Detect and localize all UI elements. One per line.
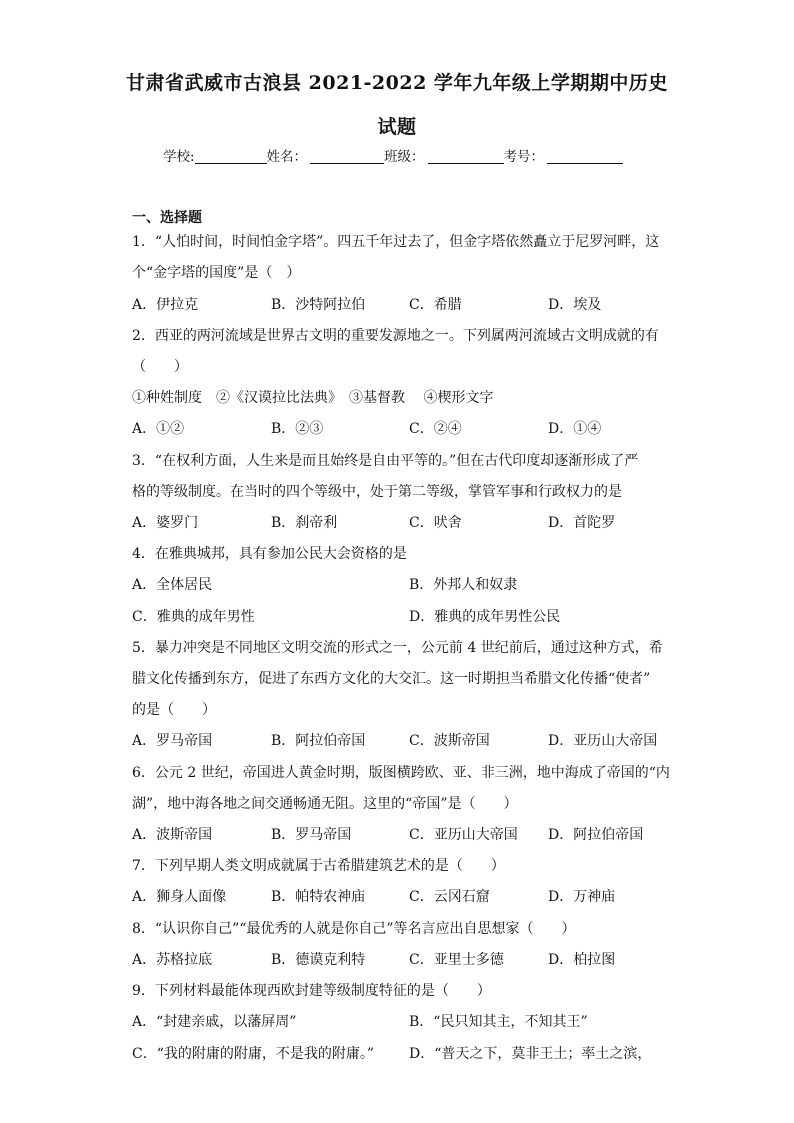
q6-option-c[interactable]: C．亚历山大帝国 <box>409 827 518 843</box>
q7-option-d[interactable]: D．万神庙 <box>548 889 616 905</box>
q1-line2: 个“金字塔的国度”是（ ） <box>132 265 301 281</box>
q2-option-c[interactable]: C．②④ <box>409 421 462 437</box>
school-label: 学校: <box>163 149 195 165</box>
q4-option-d[interactable]: D．雅典的成年男性公民 <box>409 609 561 625</box>
q5-option-a[interactable]: A．罗马帝国 <box>132 733 213 749</box>
q1-option-a[interactable]: A．伊拉克 <box>132 297 199 313</box>
q2-option-a[interactable]: A．①② <box>132 421 185 437</box>
class-blank[interactable] <box>428 149 504 164</box>
q3-line1: 3．“在权利方面，人生来是而且始终是自由平等的。”但在古代印度却逐渐形成了严 <box>132 453 639 469</box>
q6-option-a[interactable]: A．波斯帝国 <box>132 827 213 843</box>
q7-line1: 7．下列早期人类文明成就属于古希腊建筑艺术的是（ ） <box>132 858 505 874</box>
q3-line2: 格的等级制度。在当时的四个等级中，处于第二等级，掌管军事和行政权力的是 <box>132 484 622 500</box>
q2-option-b[interactable]: B．②③ <box>271 421 324 437</box>
exam-title-line2: 试题 <box>377 116 417 138</box>
number-blank[interactable] <box>547 149 623 164</box>
q5-option-c[interactable]: C．波斯帝国 <box>409 733 490 749</box>
q5-line1: 5．暴力冲突是不同地区文明交流的形式之一，公元前 4 世纪前后，通过这种方式，希 <box>132 640 663 656</box>
q8-option-c[interactable]: C．亚里士多德 <box>409 952 504 968</box>
q9-option-d[interactable]: D．“普天之下，莫非王土；率土之滨， <box>409 1046 652 1062</box>
class-label: 班级： <box>384 149 425 165</box>
q7-option-a[interactable]: A．狮身人面像 <box>132 889 227 905</box>
q1-option-b[interactable]: B．沙特阿拉伯 <box>271 297 366 313</box>
q6-option-d[interactable]: D．阿拉伯帝国 <box>548 827 644 843</box>
q3-option-a[interactable]: A．婆罗门 <box>132 515 199 531</box>
name-blank[interactable] <box>310 149 384 164</box>
q8-option-b[interactable]: B．德谟克利特 <box>271 952 366 968</box>
q4-option-a[interactable]: A．全体居民 <box>132 577 213 593</box>
section-heading: 一、选择题 <box>132 210 202 226</box>
q1-option-c[interactable]: C．希腊 <box>409 297 462 313</box>
q1-option-d[interactable]: D．埃及 <box>548 297 602 313</box>
q9-option-c[interactable]: C．“我的附庸的附庸，不是我的附庸。” <box>132 1046 375 1062</box>
q2-line2: （ ） <box>132 359 188 375</box>
q5-line2: 腊文化传播到东方，促进了东西方文化的大交汇。这一时期担当希腊文化传播“使者” <box>132 671 651 687</box>
q7-option-b[interactable]: B．帕特农神庙 <box>271 889 366 905</box>
number-label: 考号： <box>503 149 545 165</box>
q2-option-d[interactable]: D．①④ <box>548 421 602 437</box>
q2-line1: 2．西亚的两河流域是世界古文明的重要发源地之一。下列属两河流域古文明成就的有 <box>132 328 659 344</box>
q8-line1: 8．“认识你自己”“最优秀的人就是你自己”等名言应出自思想家（ ） <box>132 921 576 937</box>
q4-option-c[interactable]: C．雅典的成年男性 <box>132 609 255 625</box>
q6-line1: 6．公元 2 世纪，帝国进人黄金时期，版图横跨欧、亚、非三洲，地中海成了帝国的“内 <box>132 765 670 781</box>
q3-option-b[interactable]: B．刹帝利 <box>271 515 338 531</box>
q8-option-a[interactable]: A．苏格拉底 <box>132 952 213 968</box>
q9-option-a[interactable]: A．“封建亲戚，以藩屏周” <box>132 1014 297 1030</box>
student-info-row <box>163 145 623 165</box>
q4-line1: 4．在雅典城邦，具有参加公民大会资格的是 <box>132 546 407 562</box>
name-label: 姓名： <box>266 149 308 165</box>
q9-line1: 9．下列材料最能体现西欧封建等级制度特征的是（ ） <box>132 983 491 999</box>
q6-option-b[interactable]: B．罗马帝国 <box>271 827 352 843</box>
q3-option-d[interactable]: D．首陀罗 <box>548 515 616 531</box>
q8-option-d[interactable]: D．柏拉图 <box>548 952 616 968</box>
q5-option-b[interactable]: B．阿拉伯帝国 <box>271 733 366 749</box>
q9-option-b[interactable]: B．“民只知其主，不知其王” <box>409 1014 588 1030</box>
q2-line3: ①种姓制度 ②《汉谟拉比法典》 ③基督教 ④楔形文字 <box>132 390 494 406</box>
q1-line1: 1．“人怕时间，时间怕金字塔”。四五千年过去了，但金字塔依然矗立于尼罗河畔，这 <box>132 234 660 250</box>
q5-line3: 的是（ ） <box>132 702 216 718</box>
school-blank[interactable] <box>195 149 267 164</box>
q4-option-b[interactable]: B．外邦人和奴隶 <box>409 577 518 593</box>
q7-option-c[interactable]: C．云冈石窟 <box>409 889 490 905</box>
q3-option-c[interactable]: C．吠舍 <box>409 515 462 531</box>
q6-line2: 湖”，地中海各地之间交通畅通无阻。这里的“帝国”是（ ） <box>132 796 518 812</box>
exam-title-line1: 甘肃省武威市古浪县 2021-2022 学年九年级上学期期中历史 <box>126 72 668 94</box>
q5-option-d[interactable]: D．亚历山大帝国 <box>548 733 658 749</box>
